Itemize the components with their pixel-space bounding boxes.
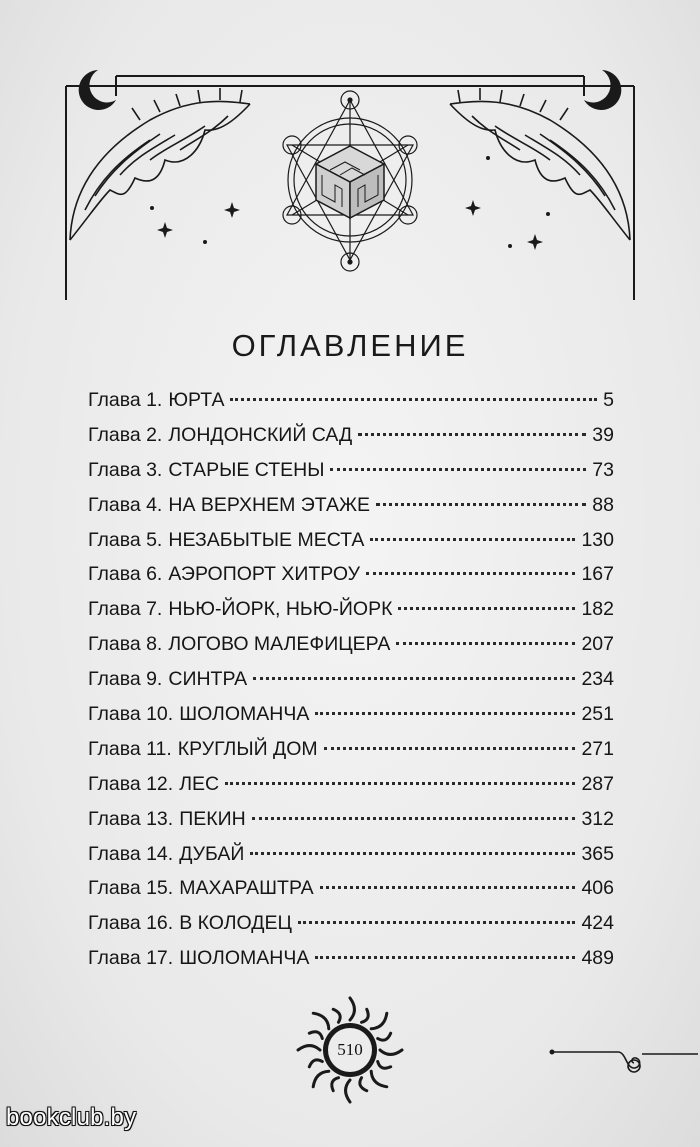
chapter-page-number: 312 <box>581 807 614 830</box>
sun-ray <box>350 998 354 1020</box>
toc-entry <box>88 494 614 529</box>
chapter-number: Глава 5. <box>88 528 163 551</box>
curtain-drape-icon <box>450 88 630 240</box>
toc-entry <box>88 877 614 912</box>
sun-ray <box>309 1032 322 1039</box>
toc-entry <box>88 563 614 598</box>
chapter-page-number: 287 <box>581 772 614 795</box>
page-number: 510 <box>337 1040 363 1059</box>
sun-ray <box>362 1009 369 1022</box>
sacred-geometry-cube-icon <box>283 91 417 271</box>
toc-entry <box>88 738 614 773</box>
chapter-title: СИНТРА <box>168 668 248 691</box>
chapter-number: Глава 16. <box>88 912 174 935</box>
toc-entry <box>88 389 614 424</box>
chapter-page-number: 167 <box>581 563 614 586</box>
chapter-number: Глава 7. <box>88 598 163 621</box>
chapter-page-number: 365 <box>581 842 614 865</box>
chapter-title: ЛЕС <box>179 772 220 795</box>
chapter-number: Глава 10. <box>88 703 174 726</box>
header-ornament <box>0 0 700 300</box>
sun-ray <box>378 1033 391 1040</box>
chapter-page-number: 489 <box>581 947 614 970</box>
dot-leader <box>376 503 586 506</box>
chapter-title: ПЕКИН <box>179 807 246 830</box>
chapter-title: ЛОНДОНСКИЙ САД <box>168 423 353 446</box>
chapter-title: ШОЛОМАНЧА <box>179 703 310 726</box>
dot-leader <box>366 572 575 575</box>
dot-leader <box>253 677 575 680</box>
sun-ray <box>360 1078 367 1091</box>
dot-leader <box>398 607 575 610</box>
chapter-number: Глава 13. <box>88 807 174 830</box>
chapter-title: В КОЛОДЕЦ <box>179 912 292 935</box>
crescent-moon-icon <box>79 70 116 110</box>
dot-leader <box>320 886 576 889</box>
chapter-title: МАХАРАШТРА <box>179 877 314 900</box>
chapter-number: Глава 6. <box>88 563 163 586</box>
chapter-page-number: 234 <box>581 668 614 691</box>
dot-leader <box>315 712 575 715</box>
toc-entry <box>88 633 614 668</box>
toc-entry <box>88 947 614 982</box>
dot-leader <box>230 398 597 401</box>
chapter-title: НЬЮ-ЙОРК, НЬЮ-ЙОРК <box>168 598 393 621</box>
table-of-contents <box>88 389 614 982</box>
chapter-page-number: 406 <box>581 877 614 900</box>
sun-ray <box>309 1060 322 1067</box>
dot-leader <box>396 642 575 645</box>
dot-leader <box>298 921 576 924</box>
sun-ray <box>378 1062 391 1069</box>
chapter-title: ДУБАЙ <box>179 842 245 865</box>
chapter-title: ЮРТА <box>168 389 225 411</box>
dot-leader <box>252 817 576 820</box>
chapter-number: Глава 11. <box>88 737 172 760</box>
chapter-page-number: 130 <box>581 528 614 551</box>
chapter-page-number: 88 <box>592 493 614 516</box>
chapter-title: ЛОГОВО МАЛЕФИЦЕРА <box>168 633 391 656</box>
chapter-page-number: 5 <box>603 389 614 411</box>
sun-ray <box>333 1009 340 1022</box>
toc-entry <box>88 459 614 494</box>
chapter-number: Глава 2. <box>88 423 163 446</box>
sun-ray <box>346 1080 350 1102</box>
sun-ray <box>313 1013 329 1029</box>
sun-ray <box>371 1071 387 1087</box>
chapter-number: Глава 8. <box>88 633 163 656</box>
dot-leader <box>358 433 586 436</box>
toc-entry <box>88 424 614 459</box>
sun-ray <box>313 1071 329 1087</box>
dot-leader <box>315 956 575 959</box>
chapter-number: Глава 1. <box>88 389 163 411</box>
sun-ray <box>380 1050 402 1054</box>
toc-entry <box>88 912 614 947</box>
dot-leader <box>324 747 576 750</box>
chapter-page-number: 182 <box>581 598 614 621</box>
chapter-number: Глава 14. <box>88 842 174 865</box>
toc-entry <box>88 598 614 633</box>
page-title: ОГЛАВЛЕНИЕ <box>231 327 469 363</box>
chapter-number: Глава 12. <box>88 772 174 795</box>
dot-leader <box>370 538 575 541</box>
chapter-page-number: 424 <box>581 912 614 935</box>
star-icon <box>465 200 481 216</box>
chapter-title: СТАРЫЕ СТЕНЫ <box>168 458 325 481</box>
toc-entry <box>88 668 614 703</box>
sun-ray <box>298 1046 320 1050</box>
chapter-page-number: 207 <box>581 633 614 656</box>
dot-leader <box>225 782 575 785</box>
curtain-drape-icon <box>70 88 250 240</box>
chapter-number: Глава 17. <box>88 947 174 970</box>
chapter-page-number: 73 <box>592 458 614 481</box>
toc-entry <box>88 808 614 843</box>
chapter-page-number: 271 <box>581 737 614 760</box>
sun-ray <box>371 1013 387 1029</box>
chapter-title: НА ВЕРХНЕМ ЭТАЖЕ <box>168 493 371 516</box>
chapter-page-number: 251 <box>581 703 614 726</box>
chapter-number: Глава 4. <box>88 493 163 516</box>
star-icon <box>527 234 543 250</box>
crescent-moon-icon <box>584 70 621 110</box>
chapter-title: НЕЗАБЫТЫЕ МЕСТА <box>168 528 365 551</box>
chapter-number: Глава 15. <box>88 877 174 900</box>
sun-ray <box>332 1078 339 1091</box>
swirl-flourish-icon <box>548 1040 700 1080</box>
dot-leader <box>250 852 575 855</box>
chapter-title: КРУГЛЫЙ ДОМ <box>177 737 318 760</box>
watermark: bookclub.by <box>6 1104 137 1131</box>
toc-entry <box>88 529 614 564</box>
toc-entry <box>88 773 614 808</box>
dot-leader <box>330 468 586 471</box>
chapter-page-number: 39 <box>592 423 614 446</box>
chapter-number: Глава 9. <box>88 668 163 691</box>
chapter-number: Глава 3. <box>88 458 163 481</box>
chapter-title: ШОЛОМАНЧА <box>179 947 310 970</box>
star-icon <box>157 222 173 238</box>
toc-entry <box>88 703 614 738</box>
toc-entry <box>88 843 614 878</box>
star-icon <box>224 202 240 218</box>
chapter-title: АЭРОПОРТ ХИТРОУ <box>168 563 360 586</box>
